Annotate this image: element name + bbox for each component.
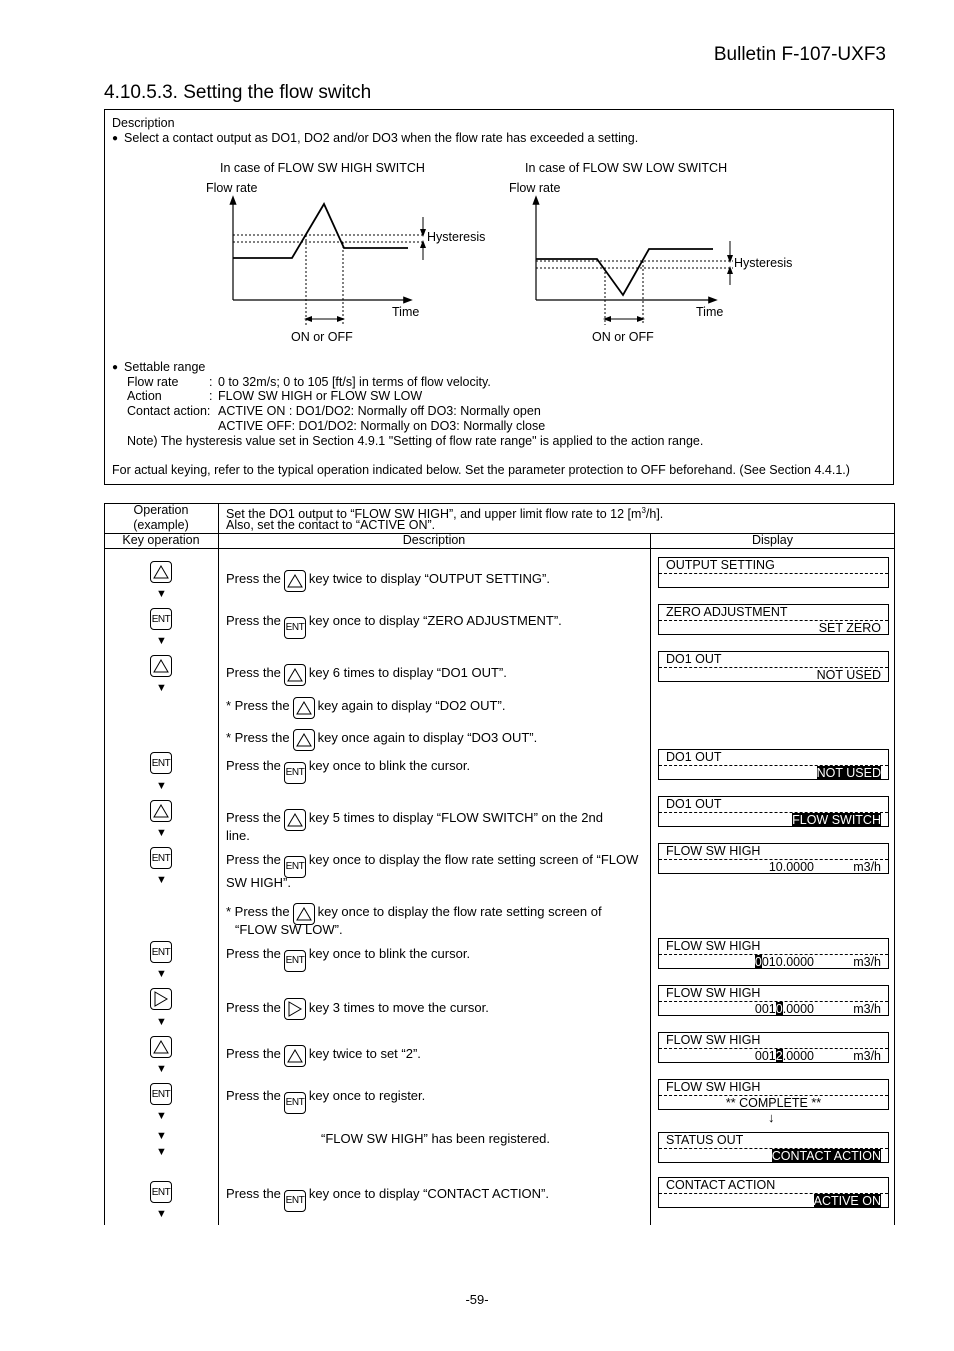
lcd-flow-sw-high: FLOW SW HIGH 10.0000 m3/h <box>658 843 889 874</box>
step-zero-adjustment: Press the ENT key once to display “ZERO ADJUSTMENT”. <box>226 612 562 634</box>
flow-high-diagram <box>200 195 500 325</box>
lcd-do1-out-blink: DO1 OUT NOT USED <box>658 749 889 780</box>
step-do3-out: * Press the key once again to display “DO3 OUT”. <box>226 724 537 746</box>
ent-key-icon: ENT <box>284 950 306 972</box>
ent-key-icon: ENT <box>284 762 306 784</box>
column-description: Description <box>402 533 466 547</box>
up-key-icon <box>284 809 306 831</box>
diagram-high-caption: In case of FLOW SW HIGH SWITCH <box>220 161 425 175</box>
range-value-flow: 0 to 32m/s; 0 to 105 [ft/s] in terms of flow velocity. <box>218 375 491 389</box>
step-flow-switch-cont: line. <box>226 828 250 843</box>
lcd-do1-out: DO1 OUT NOT USED <box>658 651 889 682</box>
step-contact-action: Press the ENT key once to display “CONTACT ACTION”. <box>226 1185 549 1207</box>
down-arrow-icon: ▼ <box>156 1146 167 1158</box>
section-title: 4.10.5.3. Setting the flow switch <box>104 82 372 103</box>
description-heading: Description <box>112 116 175 130</box>
lcd-flow-sw-high-cursor: FLOW SW HIGH 0010.0000 m3/h <box>658 938 889 969</box>
column-key-operation: Key operation <box>122 533 200 547</box>
ent-key-icon: ENT <box>284 617 306 639</box>
lcd-zero-adjustment: ZERO ADJUSTMENT SET ZERO <box>658 604 889 635</box>
step-move-cursor: Press the key 3 times to move the cursor. <box>226 993 489 1016</box>
ent-key-icon: ENT <box>284 1190 306 1212</box>
settable-range-heading: ● Settable range <box>112 360 205 376</box>
diagram-low-ylabel: Flow rate <box>509 181 561 195</box>
step-flow-sw-low-cont: “FLOW SW LOW”. <box>235 922 343 937</box>
range-colon-flow: : <box>209 375 213 389</box>
range-value-action: FLOW SW HIGH or FLOW SW LOW <box>218 389 423 403</box>
down-arrow-icon: ▼ <box>156 968 167 980</box>
down-arrow-icon: ▼ <box>156 682 167 694</box>
right-key-icon[interactable] <box>150 988 172 1010</box>
diagram-low-onoff: ON or OFF <box>592 330 654 344</box>
step-flow-sw-high: Press the ENT key once to display the flow rate setting screen of “FLOW <box>226 851 638 873</box>
up-key-icon[interactable] <box>150 800 172 822</box>
step-flow-sw-high-cont: SW HIGH”. <box>226 875 291 890</box>
down-arrow-icon: ▼ <box>156 1130 167 1142</box>
lcd-output-setting: OUTPUT SETTING <box>658 557 889 588</box>
down-arrow-icon: ▼ <box>156 874 167 886</box>
step-do1-out: Press the key 6 times to display “DO1 OUT”. <box>226 659 507 681</box>
down-arrow-icon: ▼ <box>156 1110 167 1122</box>
thin-down-arrow-icon: ↓ <box>768 1110 775 1125</box>
right-key-icon <box>284 998 306 1020</box>
step-blink-cursor: Press the ENT key once to blink the cursor. <box>226 757 470 779</box>
down-arrow-icon: ▼ <box>156 1016 167 1028</box>
up-key-icon <box>284 1045 306 1067</box>
step-blink-cursor-2: Press the ENT key once to blink the cursor. <box>226 945 470 967</box>
range-label-action: Action <box>127 389 162 403</box>
diagram-high-ylabel: Flow rate <box>206 181 258 195</box>
diagram-high-onoff: ON or OFF <box>291 330 353 344</box>
range-value-contact-off: ACTIVE OFF: DO1/DO2: Normally on DO3: Normally close <box>218 419 546 433</box>
ent-key-icon[interactable]: ENT <box>150 752 172 774</box>
step-flow-switch: Press the key 5 times to display “FLOW SWITCH” on the 2nd <box>226 804 603 826</box>
range-value-contact-on: ACTIVE ON : DO1/DO2: Normally off DO3: Normally open <box>218 404 541 418</box>
lcd-complete: FLOW SW HIGH ** COMPLETE ** <box>658 1079 889 1110</box>
operation-description-line2: Also, set the contact to “ACTIVE ON”. <box>226 518 436 532</box>
up-key-icon[interactable] <box>150 655 172 677</box>
diagram-high-hysteresis: Hysteresis <box>427 230 486 244</box>
range-colon-action: : <box>209 389 213 403</box>
up-key-icon <box>293 729 315 751</box>
diagram-low-hysteresis: Hysteresis <box>734 256 793 270</box>
down-arrow-icon: ▼ <box>156 780 167 792</box>
lcd-status-out: STATUS OUT CONTACT ACTION <box>658 1132 889 1163</box>
range-label-contact: Contact action: <box>127 404 211 418</box>
ent-key-icon: ENT <box>284 1092 306 1114</box>
range-label-flow: Flow rate <box>127 375 179 389</box>
up-key-icon[interactable] <box>150 561 172 583</box>
ent-key-icon: ENT <box>284 856 306 878</box>
operation-label: Operation <box>133 503 189 517</box>
step-do2-out: * Press the key again to display “DO2 OUT”. <box>226 692 505 714</box>
up-key-icon <box>293 697 315 719</box>
down-arrow-icon: ▼ <box>156 588 167 600</box>
bulletin-number: Bulletin F-107-UXF3 <box>713 44 886 65</box>
column-display: Display <box>752 533 793 547</box>
description-bullet: ● Select a contact output as DO1, DO2 and/or DO3 when the flow rate has exceeded a setting. <box>112 131 638 147</box>
lcd-contact-action: CONTACT ACTION ACTIVE ON <box>658 1177 889 1208</box>
operation-example-label: (example) <box>133 518 189 532</box>
lcd-flow-sw-high-move: FLOW SW HIGH 0010.0000 m3/h <box>658 985 889 1016</box>
ent-key-icon[interactable]: ENT <box>150 941 172 963</box>
ent-key-icon[interactable]: ENT <box>150 847 172 869</box>
up-key-icon <box>284 664 306 686</box>
lcd-do1-flow-switch: DO1 OUT FLOW SWITCH <box>658 796 889 827</box>
down-arrow-icon: ▼ <box>156 1063 167 1075</box>
step-set-2: Press the key twice to set “2”. <box>226 1040 421 1062</box>
hysteresis-note: Note) The hysteresis value set in Section 4.9.1 "Setting of flow rate range" is applied to the action range. <box>127 434 704 448</box>
operation-description-line1: Set the DO1 output to “FLOW SW HIGH”, and upper limit flow rate to 12 $[m^3/h]$. <box>226 506 664 522</box>
diagram-low-xlabel: Time <box>696 305 724 319</box>
ent-key-icon[interactable]: ENT <box>150 1083 172 1105</box>
step-registered: “FLOW SW HIGH” has been registered. <box>321 1131 551 1146</box>
step-register: Press the ENT key once to register. <box>226 1087 425 1109</box>
step-output-setting: Press the key twice to display “OUTPUT SETTING”. <box>226 565 550 587</box>
keying-note: For actual keying, refer to the typical operation indicated below. Set the parameter protection to OFF beforehand. (See Section 4.4.1.) <box>112 463 850 477</box>
down-arrow-icon: ▼ <box>156 827 167 839</box>
step-flow-sw-low: * Press the key once to display the flow rate setting screen of <box>226 898 602 920</box>
up-key-icon <box>284 570 306 592</box>
ent-key-icon[interactable]: ENT <box>150 608 172 630</box>
up-key-icon[interactable] <box>150 1036 172 1058</box>
down-arrow-icon: ▼ <box>156 1208 167 1220</box>
diagram-high-xlabel: Time <box>392 305 420 319</box>
page-number: -59- <box>465 1292 489 1307</box>
diagram-low-caption: In case of FLOW SW LOW SWITCH <box>525 161 728 175</box>
down-arrow-icon: ▼ <box>156 635 167 647</box>
ent-key-icon[interactable]: ENT <box>150 1181 172 1203</box>
lcd-flow-sw-high-set: FLOW SW HIGH 0012.0000 m3/h <box>658 1032 889 1063</box>
